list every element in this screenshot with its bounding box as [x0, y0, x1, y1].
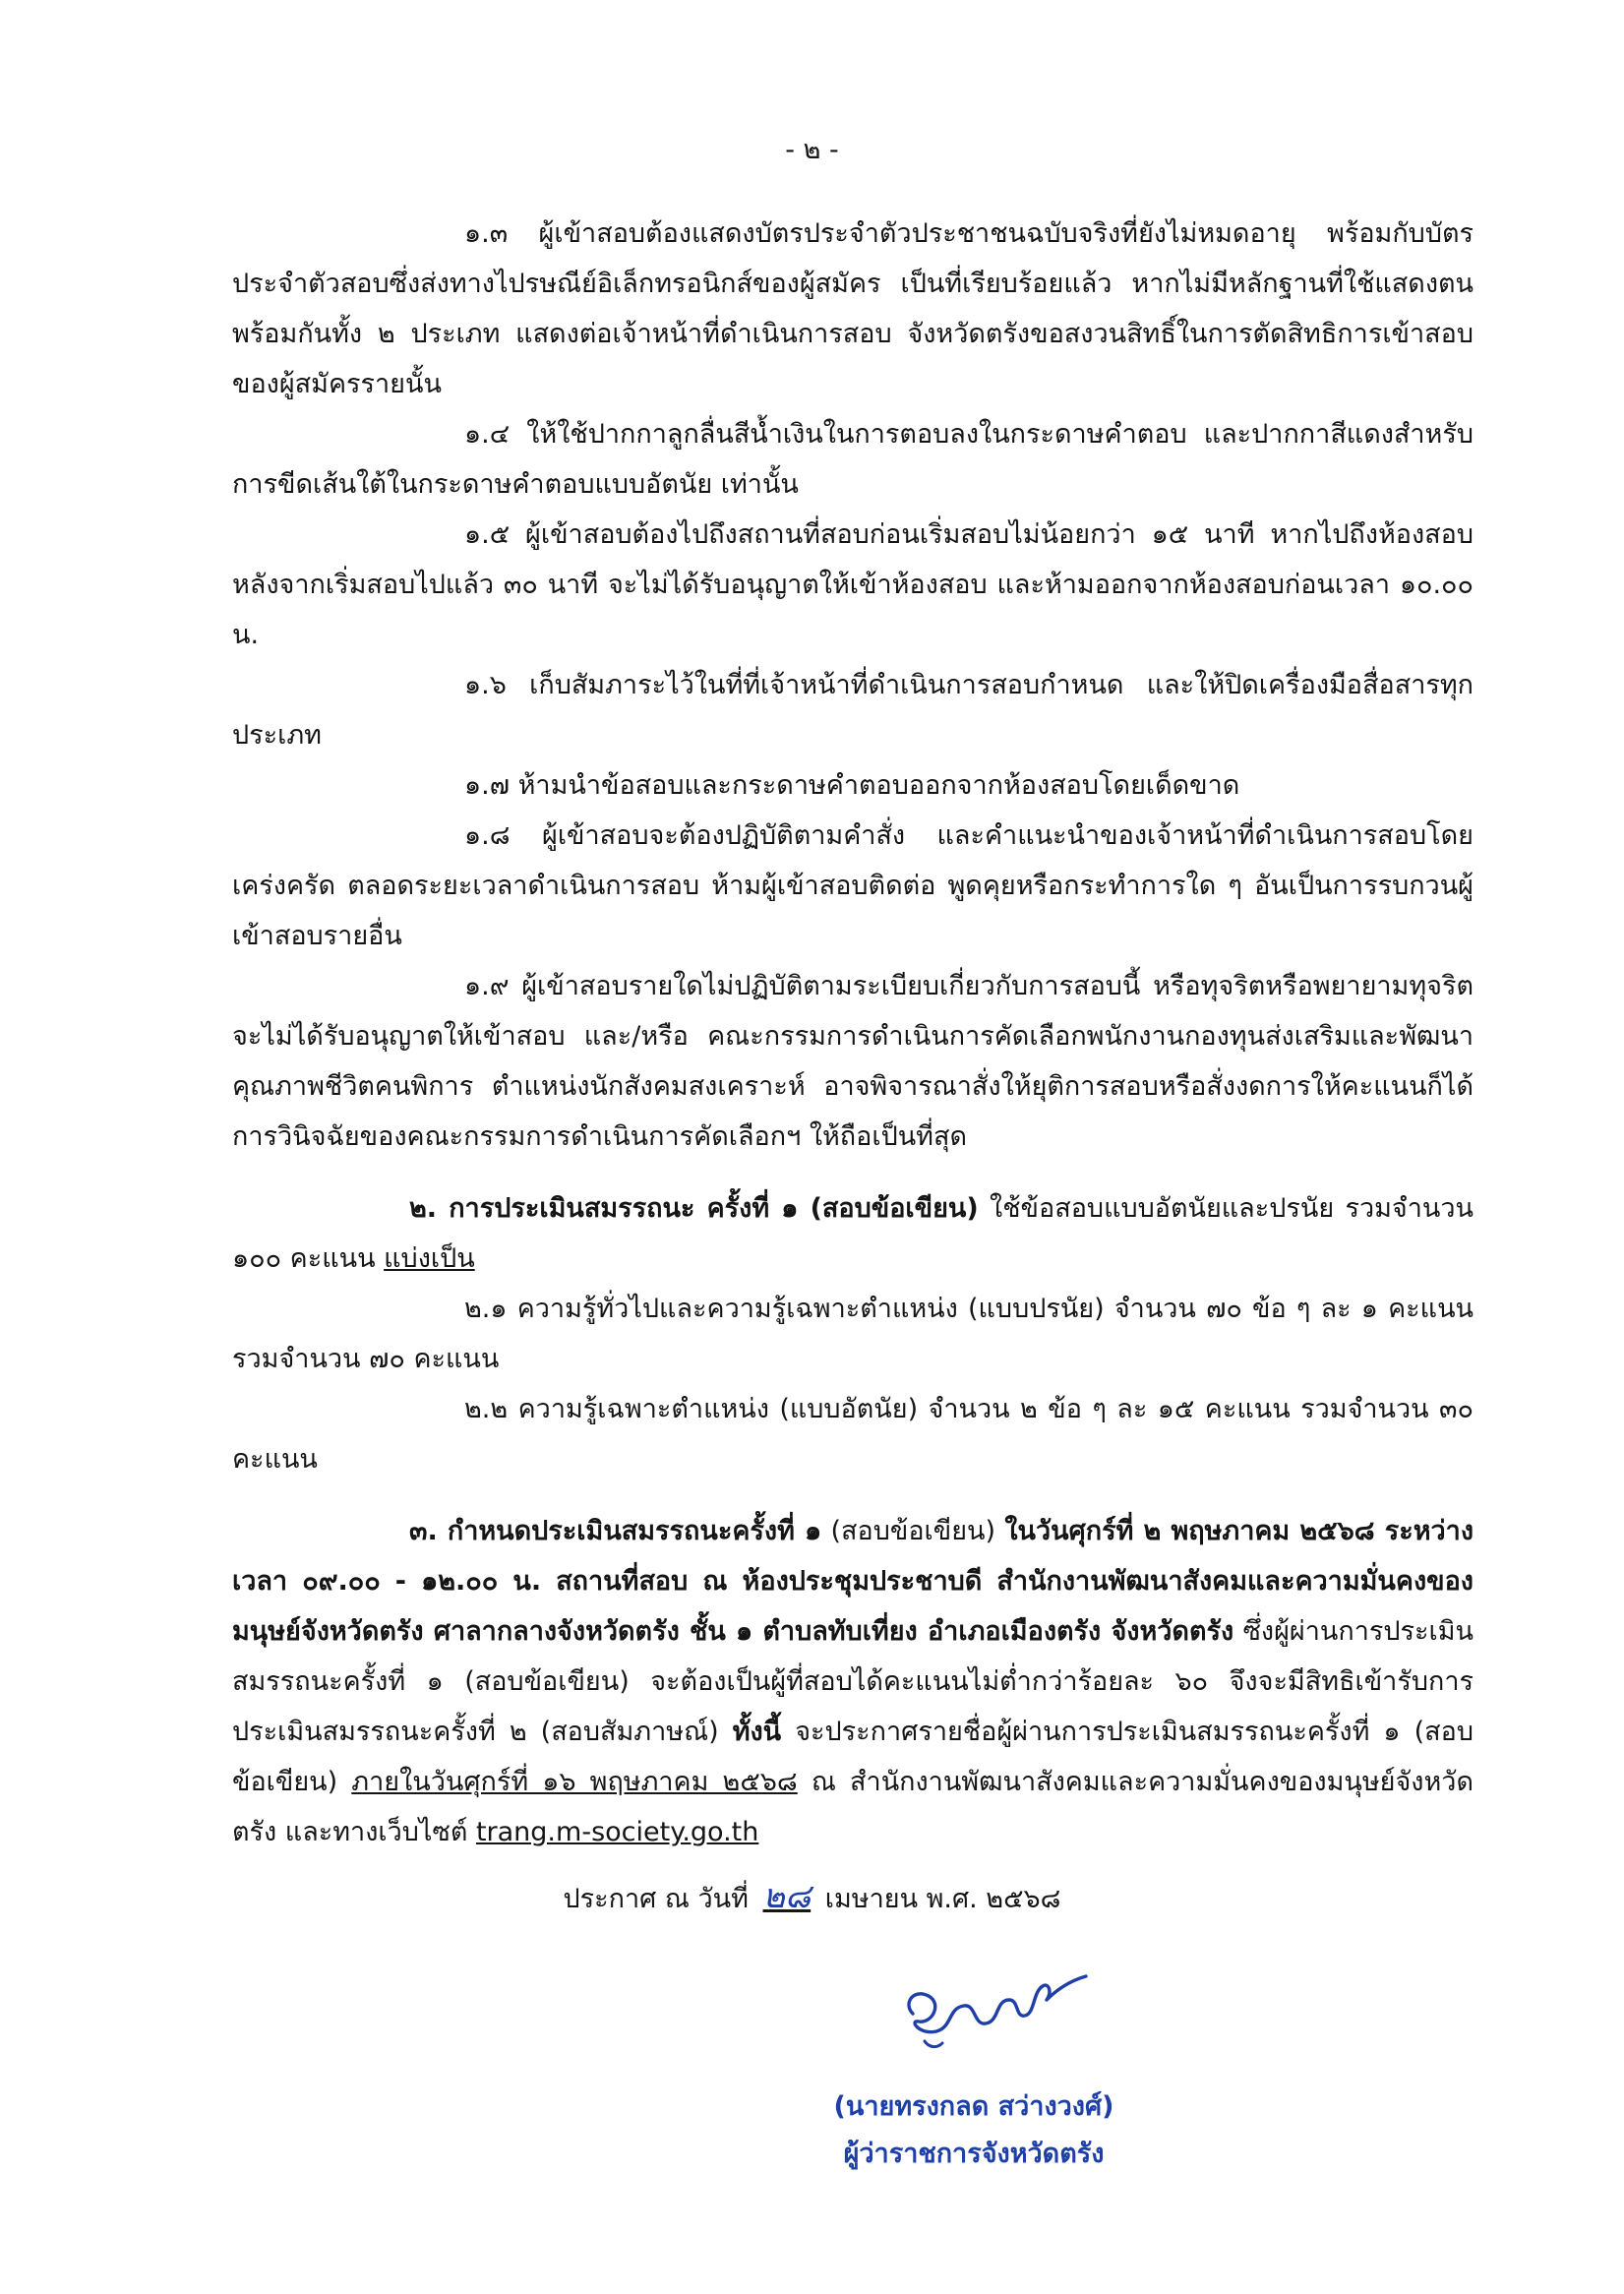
announcement-date — [0, 1869, 1624, 1922]
section-3-text-3: จะประกาศรายชื่อผู้ผ่านการประเมินสมรรถนะครั้งที่ ๑ (สอบข้อเขียน) — [232, 1717, 1474, 1797]
section-2-text: ใช้ข้อสอบแบบอัตนัยและปรนัย รวมจำนวน ๑๐๐ คะแนน — [232, 1193, 1474, 1274]
section-2-underlined: แบ่งเป็น — [384, 1243, 475, 1274]
item-2-2: ๒.๒ ความรู้เฉพาะตำแหน่ง (แบบอัตนัย) จำนวน ๒ ข้อ ๆ ละ ๑๕ คะแนน รวมจำนวน ๓๐ คะแนน — [232, 1394, 1474, 1475]
announcement-day: ๒๘ — [762, 1877, 812, 1916]
item-1-3: ๑.๓ ผู้เข้าสอบต้องแสดงบัตรประจำตัวประชาชนฉบับจริงที่ยังไม่หมดอายุ พร้อมกับบัตรประจำตัวสอบซึ่งส่งทางไปรษณีย์อิเล็กทรอนิกส์ของผู้สมัคร เป็นที่เรียบร้อยแล้ว หากไม่มีหลักฐานที่ใช้แสดงตนพร้อมกันทั้ง ๒ ประเภท แสดงต่อเจ้าหน้าที่ดำเนินการสอบ จังหวัดตรังขอสงวนสิทธิ์ในการตัดสิทธิการเข้าสอบของผู้สมัครรายนั้น — [232, 218, 1474, 399]
section-3-text-4: ณ สำนักงานพัฒนาสังคมและความมั่นคงของมนุษย์จังหวัดตรัง และทางเว็บไซต์ — [232, 1767, 1474, 1847]
section-3-schedule: ในวันศุกร์ที่ ๒ พฤษภาคม ๒๕๖๘ ระหว่างเวลา ๐๙.๐๐ - ๑๒.๐๐ น. สถานที่สอบ ณ ห้องประชุมประชาบดี สำนักงานพัฒนาสังคมและความมั่นคงของมนุษย์จังหวัดตรัง ศาลากลางจังหวัดตรัง ชั้น ๑ ตำบลทับเที่ยง อำเภอเมืองตรัง จังหวัดตรัง — [232, 1516, 1474, 1647]
announcement-suffix: เมษายน พ.ศ. ๒๕๖๘ — [824, 1884, 1061, 1914]
section-3-emphasis: ทั้งนี้ — [732, 1717, 782, 1747]
item-1-7: ๑.๗ ห้ามนำข้อสอบและกระดาษคำตอบออกจากห้องสอบโดยเด็ดขาด — [464, 770, 1240, 801]
item-2-1: ๒.๑ ความรู้ทั่วไปและความรู้เฉพาะตำแหน่ง (แบบปรนัย) จำนวน ๗๐ ข้อ ๆ ละ ๑ คะแนน รวมจำนวน ๗๐ คะแนน — [232, 1294, 1474, 1374]
section-2-heading: ๒. การประเมินสมรรถนะ ครั้งที่ ๑ (สอบข้อเขียน) — [409, 1193, 979, 1224]
page-number: - ๒ - — [785, 135, 839, 165]
signatory-title: ผู้ว่าราชการจังหวัดตรัง — [843, 2139, 1105, 2169]
website-link[interactable]: trang.m-society.go.th — [475, 1817, 759, 1847]
item-1-5: ๑.๕ ผู้เข้าสอบต้องไปถึงสถานที่สอบก่อนเริ่มสอบไม่น้อยกว่า ๑๕ นาที หากไปถึงห้องสอบหลังจากเริ่มสอบไปแล้ว ๓๐ นาที จะไม่ได้รับอนุญาตให้เข้าห้องสอบ และห้ามออกจากห้องสอบก่อนเวลา ๑๐.๐๐ น. — [232, 519, 1474, 650]
signatory-name: (นายทรงกลด สว่างวงศ์) — [833, 2091, 1114, 2122]
item-1-4: ๑.๔ ให้ใช้ปากกาลูกลื่นสีน้ำเงินในการตอบลงในกระดาษคำตอบ และปากกาสีแดงสำหรับการขีดเส้นใต้ในกระดาษคำตอบแบบอัตนัย เท่านั้น — [232, 419, 1474, 500]
item-1-8: ๑.๘ ผู้เข้าสอบจะต้องปฏิบัติตามคำสั่ง และคำแนะนำของเจ้าหน้าที่ดำเนินการสอบโดยเคร่งครัด ตลอดระยะเวลาดำเนินการสอบ ห้ามผู้เข้าสอบติดต่อ พูดคุยหรือกระทำการใด ๆ อันเป็นการรบกวนผู้เข้าสอบรายอื่น — [232, 820, 1474, 951]
section-3-text-2: ซึ่งผู้ผ่านการประเมินสมรรถนะครั้งที่ ๑ (สอบข้อเขียน) จะต้องเป็นผู้ที่สอบได้คะแนนไม่ต่ำกว่าร้อยละ ๖๐ จึงจะมีสิทธิเข้ารับการประเมินสมรรถนะครั้งที่ ๒ (สอบสัมภาษณ์) — [232, 1616, 1474, 1747]
announcement-prefix: ประกาศ ณ วันที่ — [563, 1884, 749, 1914]
section-3-deadline: ภายในวันศุกร์ที่ ๑๖ พฤษภาคม ๒๕๖๘ — [351, 1767, 798, 1797]
signatory-block — [689, 2083, 1259, 2178]
section-3-paragraph — [232, 1506, 1474, 1857]
section-2-paragraph — [232, 1183, 1474, 1284]
section-3-text-1: (สอบข้อเขียน) — [821, 1516, 1005, 1546]
handwritten-signature — [885, 1953, 1102, 2061]
document-body — [232, 209, 1474, 1857]
section-3-heading: ๓. กำหนดประเมินสมรรถนะครั้งที่ ๑ — [409, 1516, 822, 1546]
item-1-9: ๑.๙ ผู้เข้าสอบรายใดไม่ปฏิบัติตามระเบียบเกี่ยวกับการสอบนี้ หรือทุจริตหรือพยายามทุจริตจะไม่ได้รับอนุญาตให้เข้าสอบ และ/หรือ คณะกรรมการดำเนินการคัดเลือกพนักงานกองทุนส่งเสริมและพัฒนาคุณภาพชีวิตคนพิการ ตำแหน่งนักสังคมสงเคราะห์ อาจพิจารณาสั่งให้ยุติการสอบหรือสั่งงดการให้คะแนนก็ได้ การวินิจฉัยของคณะกรรมการดำเนินการคัดเลือกฯ ให้ถือเป็นที่สุด — [232, 971, 1474, 1152]
item-1-6: ๑.๖ เก็บสัมภาระไว้ในที่ที่เจ้าหน้าที่ดำเนินการสอบกำหนด และให้ปิดเครื่องมือสื่อสารทุกประเภท — [232, 670, 1474, 751]
